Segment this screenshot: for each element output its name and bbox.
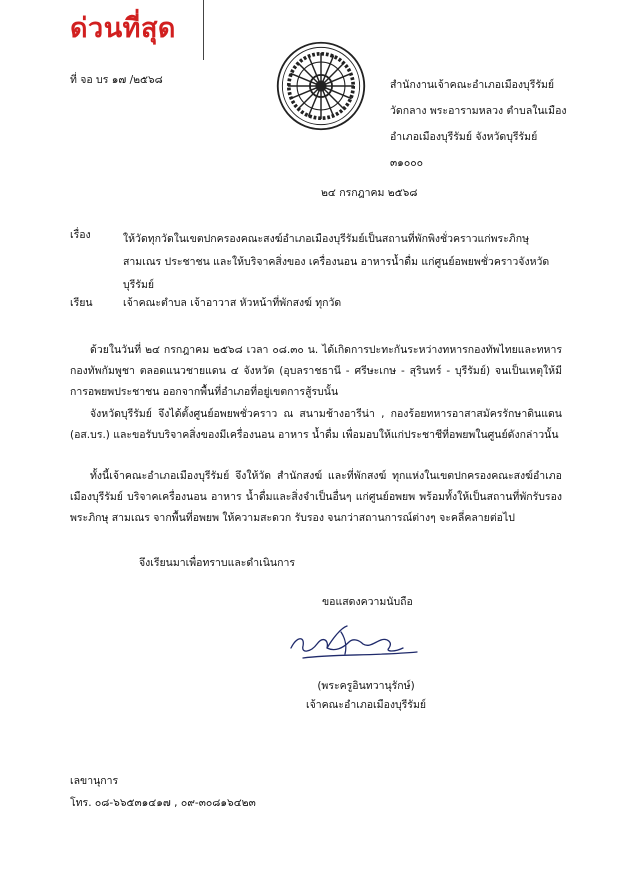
document-date: ๒๔ กรกฎาคม ๒๕๖๘ [321,187,418,199]
paragraph-text: ทั้งนี้เจ้าคณะอำเภอเมืองบุรีรัมย์ จึงให้วัด สำนักสงฆ์ และที่พักสงฆ์ ทุกแห่งในเขตปกครองคณะสงฆ์อำเภอเมืองบุรีรัมย์ บริจาคเครื่องนอน อาหาร น้ำดื่มและสิ่งจำเป็นอื่นๆ แก่ศูนย์อพยพ พร้อมทั้งให้เป็นสถานที่พักรับรองพระภิกษุ สามเณร จากพื้นที่อพยพ ให้ความสะดวก รับรอง จนกว่าสถานการณ์ต่างๆ จะคลี่คลายต่อไป [70,470,562,524]
secretariat-label: เลขานุการ [70,775,119,787]
body-paragraph [70,404,562,446]
signature [283,618,423,666]
body-paragraph [70,340,562,403]
subject-line: ให้วัดทุกวัดในเขตปกครองคณะสงฆ์อำเภอเมืองบุรีรัมย์เป็นสถานที่พักพิงชั่วคราวแก่พระภิกษุ [123,233,530,245]
signer-name: (พระครูอินทวานุรักษ์) [317,680,415,692]
office-line-3: อำเภอเมืองบุรีรัมย์ จังหวัดบุรีรัมย์ [390,131,538,143]
closing-statement: จึงเรียนมาเพื่อทราบและดำเนินการ [139,557,295,569]
subject-label: เรื่อง [70,229,91,241]
secretariat-block [70,770,256,814]
subject-line: สามเณร ประชาชน และให้บริจาคสิ่งของ เครื่องนอน อาหารน้ำดื่ม แก่ศูนย์อพยพชั่วคราวจังหวัด [123,256,550,268]
paragraph-text: ด้วยในวันที่ ๒๔ กรกฎาคม ๒๕๖๘ เวลา ๐๘.๓๐ น. ได้เกิดการปะทะกันระหว่างทหารกองทัพไทยและทหารกองทัพกัมพูชา ตลอดแนวชายแดน ๔ จังหวัด (อุบลราชธานี - ศรีษะเกษ - สุรินทร์ - บุรีรัมย์) จนเป็นเหตุให้มีการอพยพประชาชน ออกจากพื้นที่อำเภอที่อยู่เขตการสู้รบนั้น [70,344,562,398]
subject-text [123,228,563,297]
signer-title: เจ้าคณะอำเภอเมืองบุรีรัมย์ [306,699,427,711]
salutation-text: เจ้าคณะตำบล เจ้าอาวาส หัวหน้าที่พักสงฆ์ ทุกวัด [123,297,342,309]
body-paragraph [70,466,562,529]
office-line-2: วัดกลาง พระอารามหลวง ตำบลในเมือง [390,105,567,117]
document-number: ที่ จอ บร ๑๗ /๒๕๖๘ [70,74,163,86]
regards: ขอแสดงความนับถือ [322,596,413,608]
office-line-1: สำนักงานเจ้าคณะอำเภอเมืองบุรีรัมย์ [390,79,555,91]
secretariat-phone: โทร. ๐๘-๖๖๕๓๑๔๑๗ , ๐๙-๓๐๘๑๖๔๒๓ [70,797,256,809]
urgency-stamp: ด่วนที่สุด [70,13,176,44]
subject-line: บุรีรัมย์ [123,279,155,291]
signer-block [306,677,426,715]
office-postcode: ๓๑๐๐๐ [390,157,424,169]
paragraph-text: จังหวัดบุรีรัมย์ จึงได้ตั้งศูนย์อพยพชั่วคราว ณ สนามช้างอารีน่า , กองร้อยทหารอาสาสมัครรักษาดินแดน (อส.บร.) และขอรับบริจาคสิ่งของมีเครื่องนอน อาหาร น้ำดื่ม เพื่อมอบให้แก่ประชาชีที่อพยพในศูนย์ดังกล่าวนั้น [70,408,562,441]
salutation-label: เรียน [70,297,93,309]
header-divider [203,0,204,60]
office-address [390,72,567,176]
dharma-wheel-seal [275,40,367,132]
